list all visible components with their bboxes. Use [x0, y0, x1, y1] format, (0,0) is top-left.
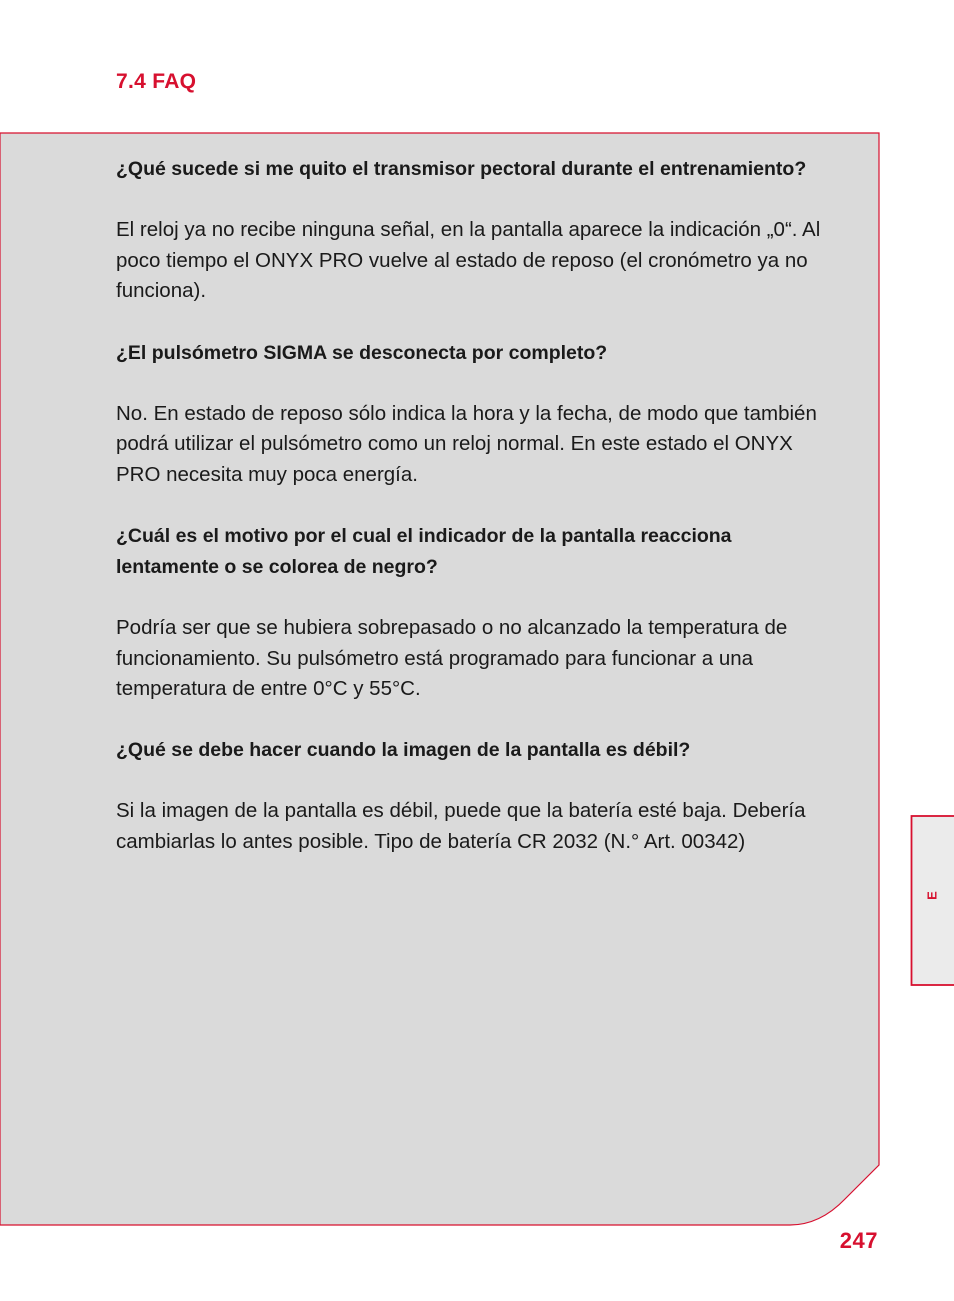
faq-question-3: ¿Cuál es el motivo por el cual el indicador de la pantalla reacciona lentamente o se colorea de negro? — [116, 525, 732, 578]
faq-question-2: ¿El pulsómetro SIGMA se desconecta por completo? — [116, 341, 608, 364]
faq-answer-1: El reloj ya no recibe ninguna señal, en la pantalla aparece la indicación „0“. Al poco tiempo el ONYX PRO vuelve al estado de reposo (el cronómetro ya no funciona). — [116, 218, 821, 303]
faq-answer-4: Si la imagen de la pantalla es débil, puede que la batería esté baja. Debería cambiarlas lo antes posible. Tipo de batería CR 2032 (N.° Art. 00342) — [116, 799, 806, 854]
faq-question-1: ¿Qué sucede si me quito el transmisor pectoral durante el entrenamiento? — [116, 158, 807, 180]
page-number: 247 — [839, 1228, 878, 1253]
faq-answer-3: Podría ser que se hubiera sobrepasado o no alcanzado la temperatura de funcionamiento. Su pulsómetro está programado para funcionar a una temperatura de entre 0°C y 55°C. — [116, 615, 788, 701]
faq-question-4: ¿Qué se debe hacer cuando la imagen de la pantalla es débil? — [116, 739, 691, 762]
section-title: 7.4 FAQ — [116, 70, 197, 93]
language-tab-label: E — [924, 891, 940, 900]
faq-list — [116, 154, 836, 888]
faq-answer-2: No. En estado de reposo sólo indica la hora y la fecha, de modo que también podrá utilizar el pulsómetro como un reloj normal. En este estado el ONYX PRO necesita muy poca energía. — [116, 401, 817, 486]
